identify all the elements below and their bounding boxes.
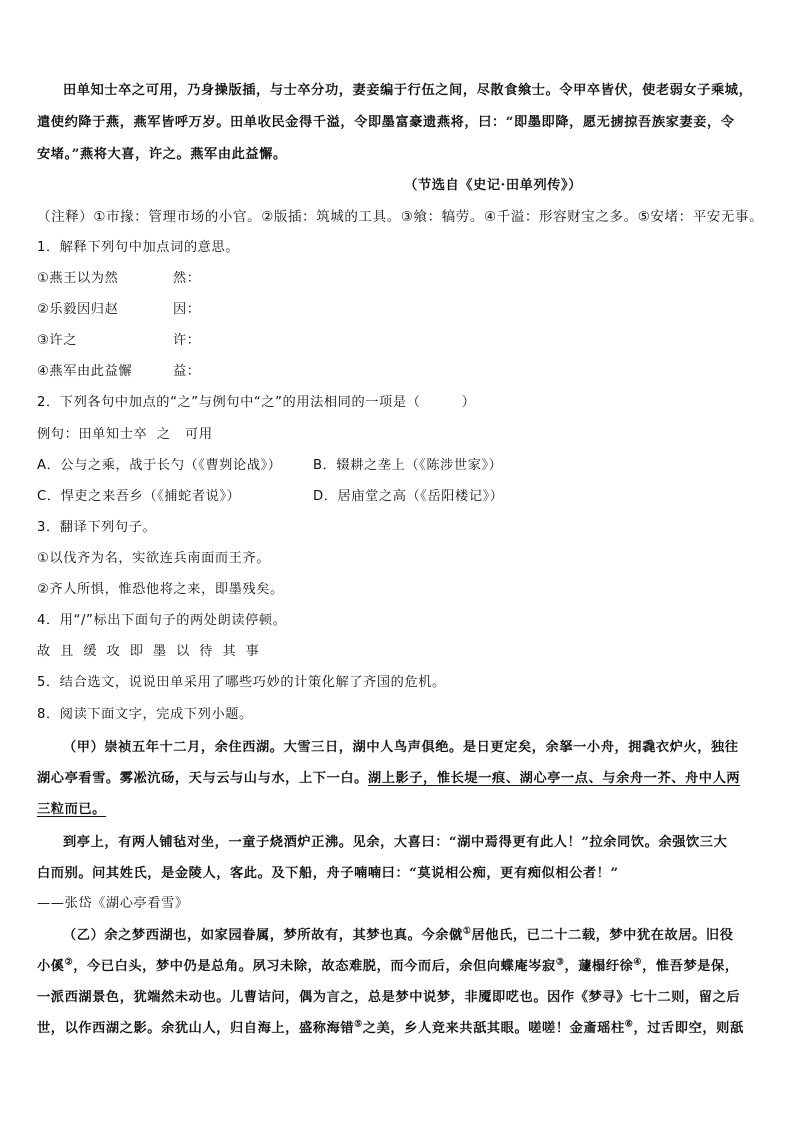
q1-blank-1: 然： [173, 271, 201, 286]
passage-jia-line-3 [37, 800, 765, 820]
q1-sentence-2: ②乐毅因归赵 [37, 302, 119, 317]
question-1-item-3 [37, 331, 765, 351]
passage-yi-line-2-d: ，惟吾梦是保， [642, 959, 739, 974]
passage-yi-line-2-c: ，蘧榻纡徐 [564, 959, 634, 974]
footnote-marker-5: ⑤ [354, 1019, 363, 1030]
question-8-title: 8．阅读下面文字，完成下列小题。 [37, 707, 253, 722]
question-5-title: 5．结合选文，说说田单采用了哪些巧妙的计策化解了齐国的危机。 [37, 675, 446, 690]
question-4-sentence: 故且缓攻即墨以待其事 [37, 644, 269, 659]
question-2-title: 2．下列各句中加点的“之”与例句中“之”的用法相同的一项是（ ） [37, 395, 476, 410]
q1-sentence-1: ①燕王以为然 [37, 271, 119, 286]
annotation-notes: （注释）①市掾：管理市场的小官。②版插：筑城的工具。③飨：犒劳。④千溢：形容财宝之多。⑤安堵：平安无事。 [37, 209, 764, 225]
question-2-example: 例句：田单知士卒 之 可用 [37, 427, 213, 442]
option-d: D．居庙堂之高（《岳阳楼记》） [313, 489, 504, 504]
passage-yi-line-4 [37, 1019, 765, 1039]
question-3-title: 3．翻译下列句子。 [37, 520, 157, 535]
passage-yi-line-2 [37, 957, 765, 977]
footnote-marker-2: ② [64, 957, 74, 968]
question-2-options-row-1 [37, 456, 765, 476]
option-a: A．公与之乘，战于长勺（《曹刿论战》） [37, 458, 282, 473]
question-4-title: 4．用“/”标出下面句子的两处朗读停顿。 [37, 613, 287, 628]
passage-yi-line-4-b: 之美，乡人竞来共舐其眼。嗟嗟！金齑瑶柱 [362, 1021, 625, 1036]
question-2-options-row-2 [37, 487, 765, 507]
passage-jia-underlined-sentence: 湖上影子，惟长堤一痕、湖心亭一点、与余舟一芥、舟中人两 [367, 771, 741, 786]
footnote-marker-4: ④ [633, 957, 643, 968]
footnote-marker-6: ⑥ [624, 1019, 634, 1030]
q1-blank-2: 因： [173, 302, 201, 317]
q1-blank-4: 益： [173, 364, 201, 379]
passage-yi-line-4-c: ，过舌即空，则舐 [633, 1021, 744, 1036]
footnote-marker-1: ① [462, 926, 472, 937]
passage-jia-line-2-text: 湖心亭看雪。雾凇沆砀，天与云与山与水，上下一白。 [37, 771, 368, 786]
passage-yi-line-4-a: 世，以作西湖之影。余犹山人，归自海上，盛称海错 [37, 1021, 355, 1036]
passage-yi-line-3: 一派西湖景色，犹端然未动也。儿曹诘问，偶为言之，总是梦中说梦，非魇即呓也。因作《梦寻》七十二则，留之后 [37, 990, 741, 1005]
passage-jia-line-1: （甲）崇祯五年十二月，余住西湖。大雪三日，湖中人鸟声俱绝。是日更定矣，余拏一小舟，拥毳衣炉火，独往 [63, 740, 739, 755]
passage1-line-2: 遣使约降于燕，燕军皆呼万岁。田单收民金得千溢，令即墨富豪遗燕将，曰：“即墨即降，愿无掳掠吾族家妻妾，令 [37, 115, 735, 130]
passage-yi-line-1-b: 居他氏，已二十二载，梦中犹在故居。旧役 [471, 928, 734, 943]
passage-jia-underlined-end: 三粒而已。 [37, 802, 106, 817]
q1-sentence-3: ③许之 [37, 333, 77, 348]
question-1-title: 1．解释下列句中加点词的意思。 [37, 240, 240, 255]
passage-jia-line-5: 白而别。问其姓氏，是金陵人，客此。及下船，舟子喃喃曰：“莫说相公痴，更有痴似相公者！” [37, 866, 619, 881]
passage-jia-line-4: 到亭上，有两人铺毡对坐，一童子烧酒炉正沸。见余，大喜曰：“湖中焉得更有此人！”拉余同饮。余强饮三大 [63, 835, 728, 850]
question-1-item-1 [37, 269, 765, 289]
footnote-marker-3: ③ [555, 957, 565, 968]
passage1-source: （节选自《史记·田单列传》） [404, 178, 582, 193]
question-1-item-4 [37, 362, 765, 382]
q1-sentence-4: ④燕军由此益懈 [37, 364, 133, 379]
question-3-sentence-2: ②齐人所惧，惟恐他将之来，即墨残矣。 [37, 582, 284, 597]
option-c: C．悍吏之来吾乡（《捕蛇者说》） [37, 489, 241, 504]
passage1-line-3: 安堵。”燕将大喜，许之。燕军由此益懈。 [37, 147, 287, 162]
passage-yi-line-1-a: （乙）余之梦西湖也，如家园眷属，梦所故有，其梦也真。今余僦 [63, 928, 463, 943]
passage-yi-line-1 [37, 926, 791, 946]
question-1-item-2 [37, 300, 765, 320]
passage-yi-line-2-b: ，今已白头，梦中仍是总角。夙习未除，故态难脱，而今而后，余但向蝶庵岑寂 [73, 959, 556, 974]
option-b: B．辍耕之垄上（《陈涉世家》） [313, 458, 503, 473]
passage-jia-line-2 [37, 769, 765, 789]
passage1-line-1: 田单知士卒之可用，乃身操版插，与士卒分功，妻妾编于行伍之间，尽散食飨士。令甲卒皆伏，使老弱女子乘城， [63, 83, 753, 98]
passage-yi-line-2-a: 小傒 [37, 959, 65, 974]
question-3-sentence-1: ①以伐齐为名，实欲连兵南面而王齐。 [37, 551, 271, 566]
passage-jia-attribution: ——张岱《湖心亭看雪》 [37, 896, 189, 911]
q1-blank-3: 许： [173, 333, 201, 348]
